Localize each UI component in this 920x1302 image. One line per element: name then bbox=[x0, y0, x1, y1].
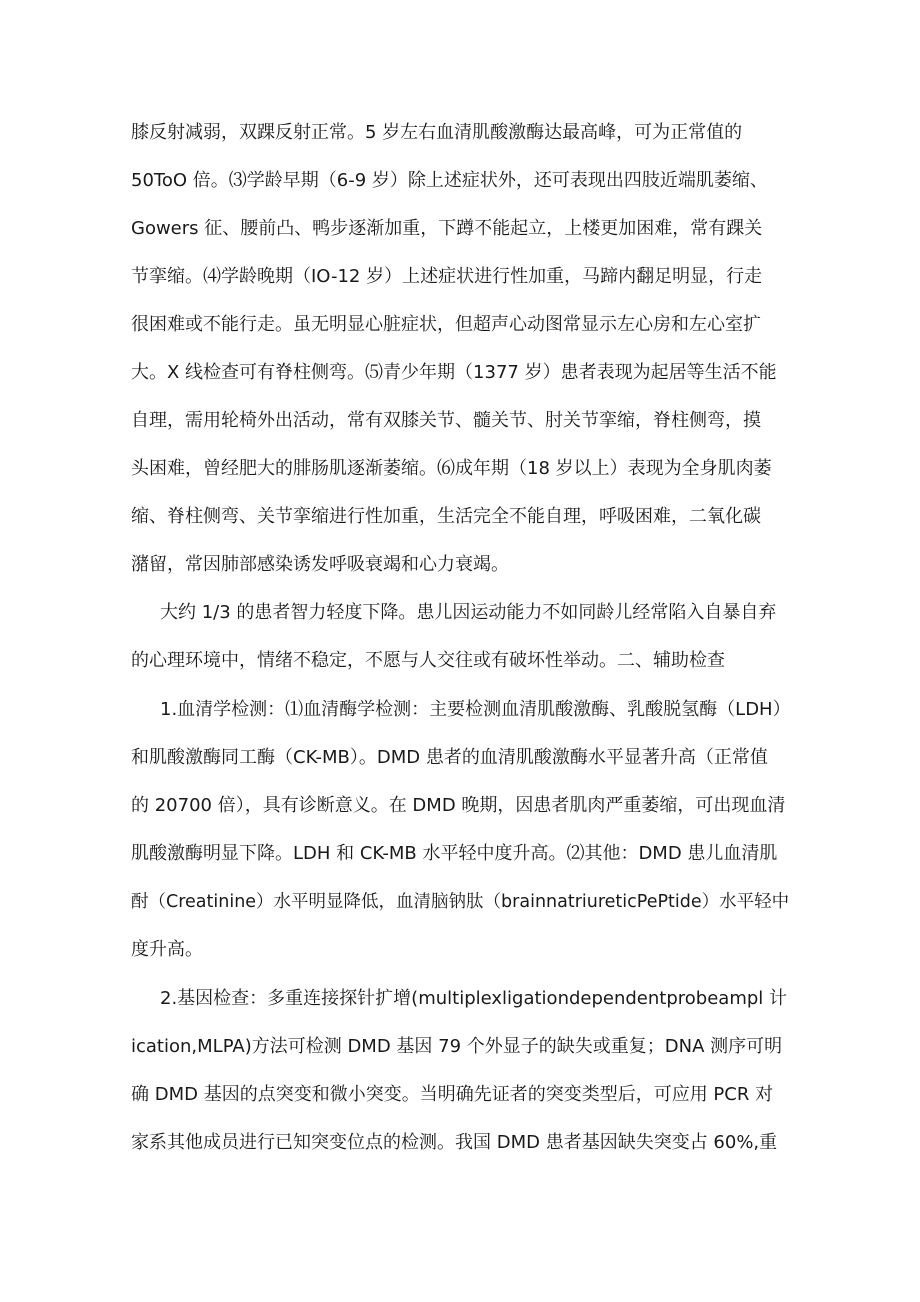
paragraph-first-line: 1.血清学检测：⑴血清酶学检测：主要检测血清肌酸激酶、乳酸脱氢酶（LDH） bbox=[160, 699, 791, 720]
text-line: 很困难或不能行走。虽无明显心脏症状，但超声心动图常显示左心房和左心室扩 bbox=[131, 314, 761, 335]
text-line: 的心理环境中，情绪不稳定，不愿与人交往或有破坏性举动。二、辅助检查 bbox=[131, 650, 725, 671]
text-line: 头困难，曾经肥大的腓肠肌逐渐萎缩。⑹成年期（18 岁以上）表现为全身肌肉萎 bbox=[131, 458, 772, 479]
text-line: 和肌酸激酶同工酶（CK-MB）。DMD 患者的血清肌酸激酶水平显著升高（正常值 bbox=[131, 747, 768, 768]
text-line: 度升高。 bbox=[131, 939, 203, 960]
text-line: 50ToO 倍。⑶学龄早期（6-9 岁）除上述症状外，还可表现出四肢近端肌萎缩、 bbox=[131, 170, 768, 191]
text-line: 酎（Creatinine）水平明显降低，血清脑钠肽（brainnatriureticPePtide）水平轻中 bbox=[131, 892, 790, 912]
text-line: 缩、脊柱侧弯、关节挛缩进行性加重，生活完全不能自理，呼吸困难，二氧化碳 bbox=[131, 506, 761, 527]
text-line: 家系其他成员进行已知突变位点的检测。我国 DMD 患者基因缺失突变占 60%,重 bbox=[131, 1132, 778, 1153]
text-line: 自理，需用轮椅外出活动，常有双膝关节、髓关节、肘关节挛缩，脊柱侧弯，摸 bbox=[131, 410, 761, 431]
text-line: ication,MLPA)方法可检测 DMD 基因 79 个外显子的缺失或重复；DNA 测序可明 bbox=[131, 1036, 783, 1057]
text-line: Gowers 征、腰前凸、鸭步逐渐加重，下蹲不能起立，上楼更加困难，常有踝关 bbox=[131, 218, 763, 239]
text-line: 节挛缩。⑷学龄晚期（IO-12 岁）上述症状进行性加重，马蹄内翻足明显，行走 bbox=[131, 266, 763, 287]
paragraph-first-line: 2.基因检查：多重连接探针扩增(multiplexligationdependentprobeampl 计 bbox=[160, 988, 788, 1009]
paragraph-first-line: 大约 1/3 的患者智力轻度下降。患儿因运动能力不如同龄儿经常陷入自暴自弃 bbox=[160, 602, 777, 623]
text-line: 确 DMD 基因的点突变和微小突变。当明确先证者的突变类型后，可应用 PCR 对 bbox=[131, 1084, 774, 1105]
text-line: 肌酸激酶明显下降。LDH 和 CK-MB 水平轻中度升高。⑵其他：DMD 患儿血清肌 bbox=[131, 843, 778, 864]
text-line: 潴留，常因肺部感染诱发呼吸衰竭和心力衰竭。 bbox=[131, 554, 509, 575]
text-line: 大。X 线检查可有脊柱侧弯。⑸青少年期（1377 岁）患者表现为起居等生活不能 bbox=[131, 362, 777, 383]
text-line: 的 20700 倍），具有诊断意义。在 DMD 晚期，因患者肌肉严重萎缩，可出现血清 bbox=[131, 795, 786, 816]
text-line: 膝反射减弱，双踝反射正常。5 岁左右血清肌酸激酶达最高峰，可为正常值的 bbox=[131, 122, 743, 143]
